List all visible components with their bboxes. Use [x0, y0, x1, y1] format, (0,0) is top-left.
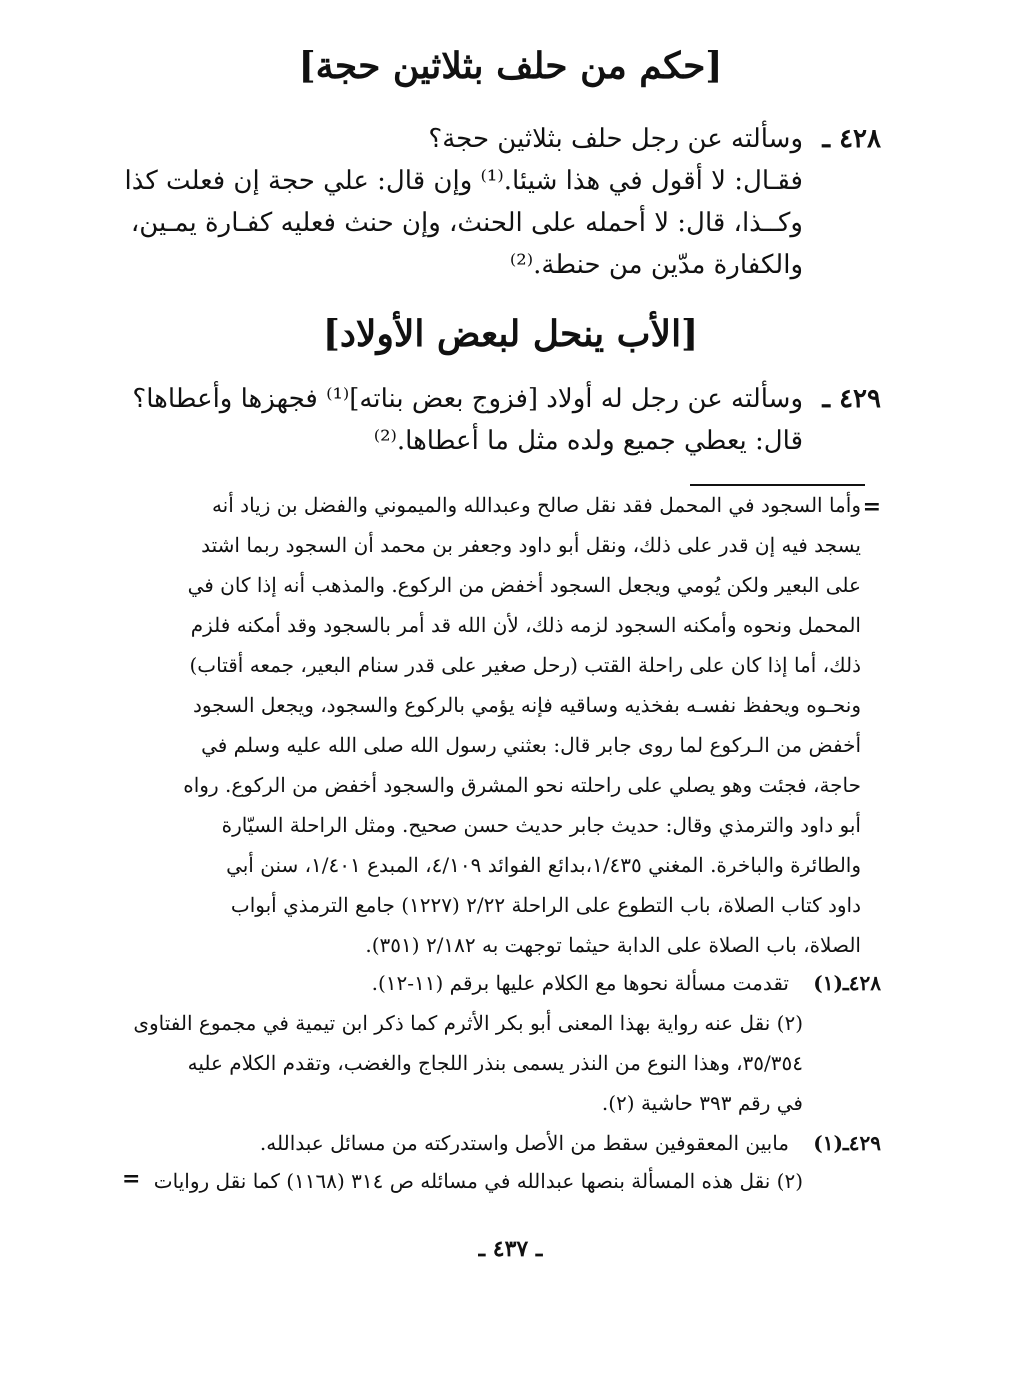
footnote-428-2-line: في رقم ٣٩٣ حاشية (٢).	[601, 1091, 803, 1115]
question-429-line-1: وسألته عن رجل له أولاد [فزوج بعض بناته]⁽¹⁾ فجهزها وأعطاها؟	[132, 384, 803, 414]
footnote-separator	[690, 484, 865, 486]
continuation-marker: =	[862, 494, 881, 520]
page-number: ـ ٤٣٧ ـ	[478, 1236, 543, 1262]
question-428-line-4: والكفارة مدّين من حنطة.⁽²⁾	[509, 250, 803, 280]
footnote-continued-line: الصلاة، باب الصلاة على الدابة حيثما توجهت به ٢/١٨٢ (٣٥١).	[365, 933, 861, 957]
footnote-continued-line: والطائرة والباخرة. المغني ١/٤٣٥،بدائع الفوائد ٤/١٠٩، المبدع ١/٤٠١، سنن أبي	[226, 853, 861, 877]
footnote-label-428: ٤٢٨ـ(١)	[813, 971, 881, 995]
question-428-line-3: وكــذا، قال: لا أحمله على الحنث، وإن حنث فعليه كفـارة يمـين،	[130, 208, 803, 238]
section-heading-father: [الأب ينحل لبعض الأولاد]	[322, 313, 699, 355]
question-number-429: ٤٢٩ ـ	[822, 384, 881, 414]
question-428-line-2: فقـال: لا أقول في هذا شيئا.⁽¹⁾ وإن قال: علي حجة إن فعلت كذا	[124, 166, 803, 196]
footnote-label-429: ٤٢٩ـ(١)	[813, 1131, 881, 1155]
footnote-continued-line: على البعير ولكن يُومي ويجعل السجود أخفض من الركوع. والمذهب أنه إذا كان في	[187, 573, 861, 597]
footnote-continued-line: أخفض من الـركوع لما روى جابر قال: بعثني رسول الله صلى الله عليه وسلم في	[201, 733, 861, 757]
footnote-continued-line: ذلك، أما إذا كان على راحلة القتب (رحل صغير على قدر سنام البعير، جمعه أقتاب)	[189, 653, 861, 677]
footnote-429-2: (٢) نقل هذه المسألة بنصها عبدالله في مسائله ص ٣١٤ (١١٦٨) كما نقل روايات	[153, 1169, 803, 1193]
question-number-428: ٤٢٨ ـ	[822, 124, 881, 154]
question-428-line-1: وسألته عن رجل حلف بثلاثين حجة؟	[428, 124, 803, 154]
footnote-continued-line: ونحـوه ويحفظ نفسـه بفخذيه وساقيه فإنه يؤمي بالركوع والسجود، ويجعل السجود	[192, 693, 861, 717]
continuation-marker-end: =	[122, 1166, 141, 1192]
footnote-continued-line: وأما السجود في المحمل فقد نقل صالح وعبدالله والميموني والفضل بن زياد أنه	[211, 493, 861, 517]
footnote-continued-line: المحمل ونحوه وأمكنه السجود لزمه ذلك، لأن الله قد أمر بالسجود وقد أمكنه فلزم	[190, 613, 861, 637]
footnote-continued-line: أبو داود والترمذي وقال: حديث جابر حديث حسن صحيح. ومثل الراحلة السيّارة	[221, 813, 861, 837]
footnote-428-1: تقدمت مسألة نحوها مع الكلام عليها برقم (١١-١٢).	[371, 971, 789, 995]
section-heading-oath: [حكم من حلف بثلاثين حجة]	[298, 45, 723, 87]
footnote-continued-line: حاجة، فجئت وهو يصلي على راحلته نحو المشرق والسجود أخفض من الركوع. رواه	[183, 773, 861, 797]
footnote-428-2-line: (٢) نقل عنه رواية بهذا المعنى أبو بكر الأثرم كما ذكر ابن تيمية في مجموع الفتاوى	[133, 1011, 803, 1035]
question-429-line-2: قال: يعطي جميع ولده مثل ما أعطاها.⁽²⁾	[373, 426, 803, 456]
footnote-428-2-line: ٣٥/٣٥٤، وهذا النوع من النذر يسمى بنذر اللجاج والغضب، وتقدم الكلام عليه	[187, 1051, 803, 1075]
footnote-continued-line: داود كتاب الصلاة، باب التطوع على الراحلة ٢/٢٢ (١٢٢٧) جامع الترمذي أبواب	[230, 893, 861, 917]
footnote-429-1: مابين المعقوفين سقط من الأصل واستدركته من مسائل عبدالله.	[259, 1131, 789, 1155]
footnote-continued-line: يسجد فيه إن قدر على ذلك، ونقل أبو داود وجعفر بن محمد أن السجود ربما اشتد	[201, 533, 861, 557]
